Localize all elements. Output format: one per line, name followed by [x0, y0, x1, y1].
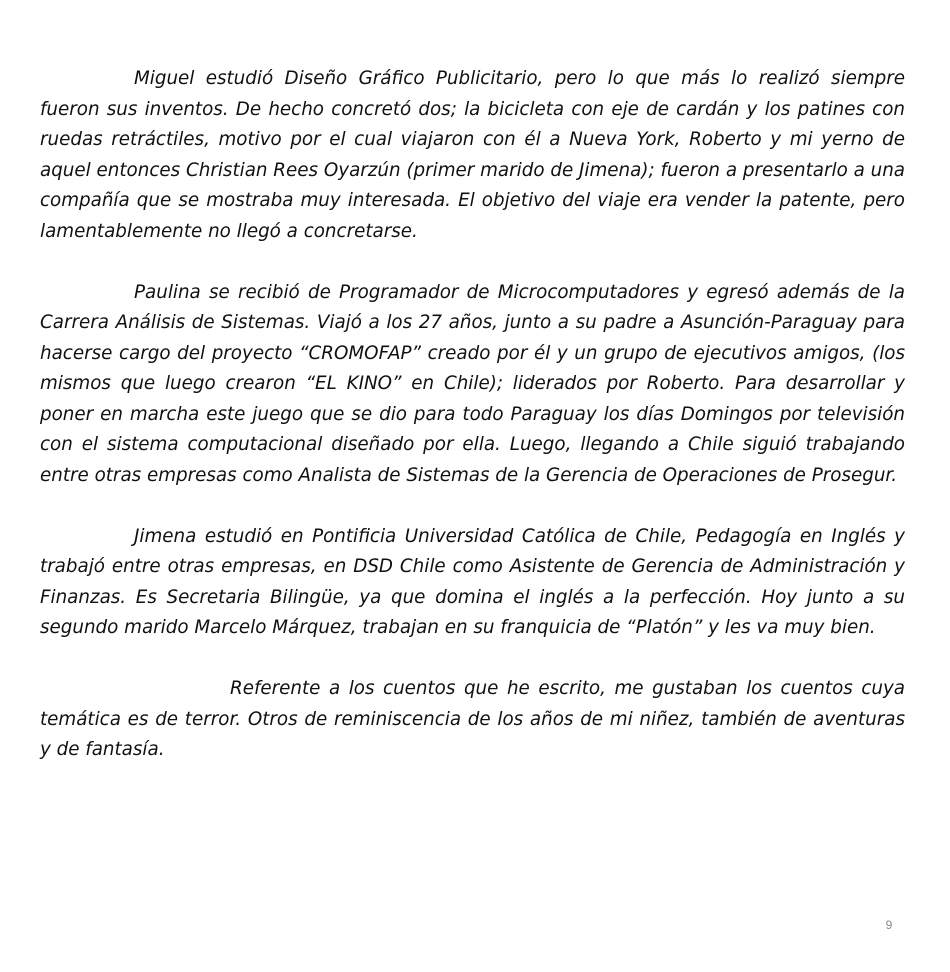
paragraph-miguel: Miguel estudió Diseño Gráfico Publicitario, pero lo que más lo realizó siempre fueron sus inventos. De hecho concretó dos; la bicicleta con eje de cardán y los patines con ruedas retráctiles, motivo por el cual viajaron con él a Nueva York, Roberto y mi yerno de aquel entonces Christian Rees Oyarzún (primer marido de Jimena); fueron a presentarlo a una compañía que se mostraba muy interesada. El objetivo del viaje era vender la patente, pero lamentablemente no llegó a concretarse. [40, 68, 905, 242]
paragraph-cuentos: Referente a los cuentos que he escrito, me gustaban los cuentos cuya temática es de terror. Otros de reminiscencia de los años de mi niñez, también de aventuras y de fantasía. [40, 678, 905, 760]
page-body [40, 64, 905, 766]
page-number: 9 [885, 918, 893, 932]
paragraph-jimena: Jimena estudió en Pontificia Universidad Católica de Chile, Pedagogía en Inglés y trabajó entre otras empresas, en DSD Chile como Asistente de Gerencia de Administración y Finanzas. Es Secretaria Bilingüe, ya que domina el inglés a la perfección. Hoy junto a su segundo marido Marcelo Márquez, trabajan en su franquicia de “Platón” y les va muy bien. [40, 525, 905, 638]
paragraph-paulina: Paulina se recibió de Programador de Microcomputadores y egresó además de la Carrera Análisis de Sistemas. Viajó a los 27 años, junto a su padre a Asunción-Paraguay para hacerse cargo del proyecto “CROMOFAP” creado por él y un grupo de ejecutivos amigos, (los mismos que luego crearon “EL KINO” en Chile); liderados por Roberto. Para desarrollar y poner en marcha este juego que se dio para todo Paraguay los días Domingos por televisión con el sistema computacional diseñado por ella. Luego, llegando a Chile siguió trabajando entre otras empresas como Analista de Sistemas de la Gerencia de Operaciones de Prosegur. [40, 281, 905, 486]
